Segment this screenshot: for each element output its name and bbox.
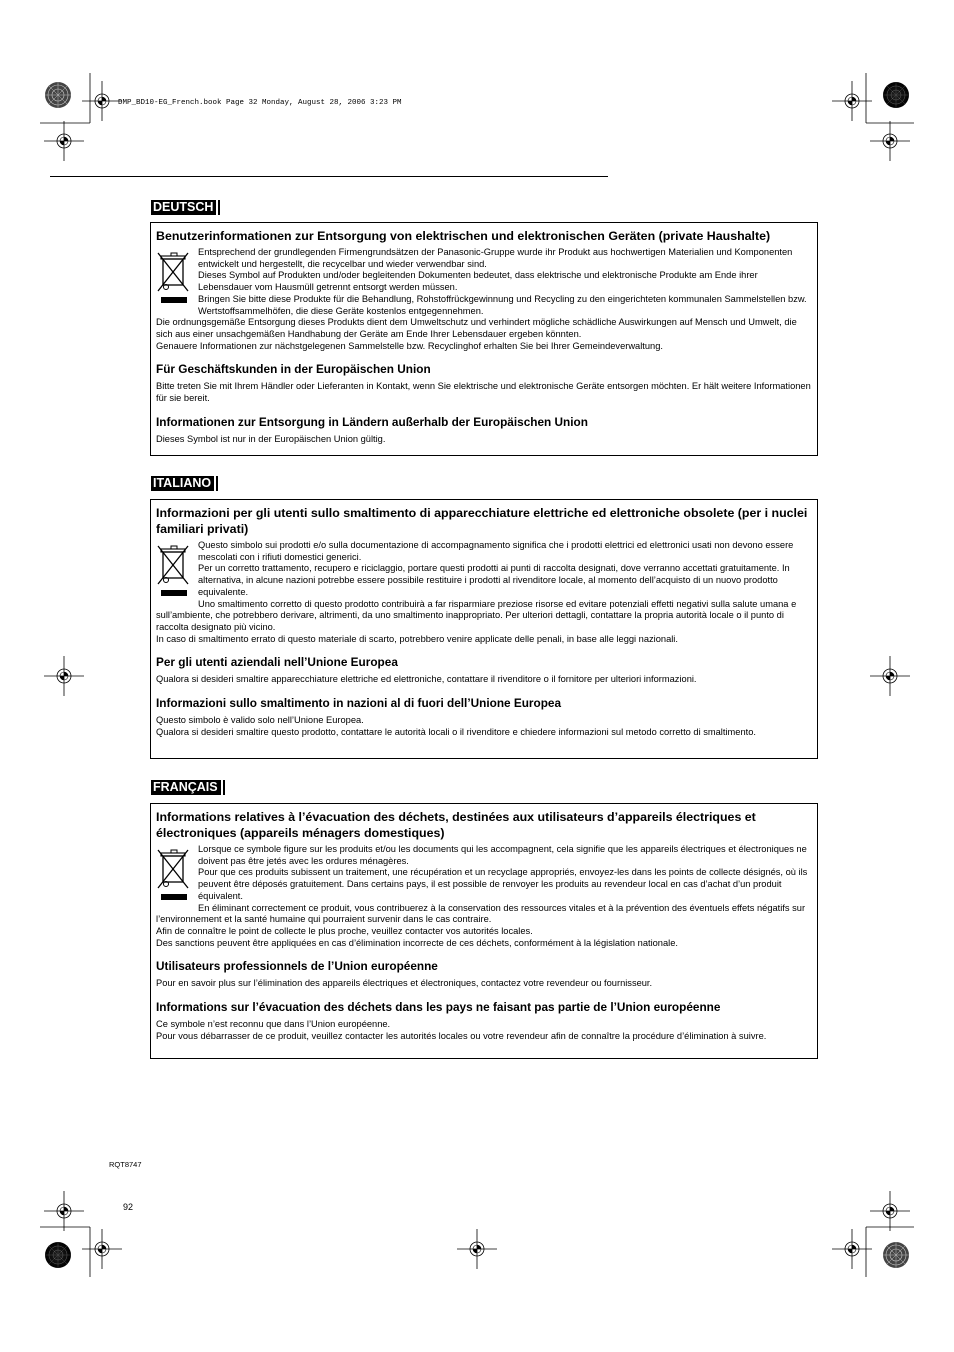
- business-heading: Per gli utenti aziendali nell’Unione Europea: [156, 655, 398, 670]
- outside-eu-heading: Informazioni sullo smaltimento in nazioni al di fuori dell’Unione Europea: [156, 696, 562, 711]
- page-number: 92: [123, 1202, 134, 1212]
- outside-eu-heading: Informationen zur Entsorgung in Ländern außerhalb der Europäischen Union: [156, 414, 588, 429]
- section-deutsch: [150, 222, 818, 456]
- registration-mark-icon: [44, 1191, 84, 1231]
- outside-eu-text: Questo simbolo è valido solo nell’Unione Europea.: [156, 715, 364, 726]
- language-tag-deutsch: DEUTSCH: [151, 200, 218, 215]
- business-text: Bitte treten Sie mit Ihrem Händler oder Lieferanten in Kontakt, wenn Sie elektrische und elektronische Geräte entsorgen möchten. Er hält weitere Informationen für sie bereit.: [156, 381, 811, 404]
- document-code: RQT8747: [109, 1160, 142, 1169]
- crossed-out-wheelie-bin-icon: [157, 249, 191, 307]
- registration-mark-icon: [870, 1191, 910, 1231]
- section-italiano: [150, 499, 818, 759]
- registration-mark-icon: [44, 121, 84, 161]
- registration-mark-icon: [870, 121, 910, 161]
- intro-paragraph: Bringen Sie bitte diese Produkte für die Behandlung, Rohstoffrückgewinnung und Recycling zu den eingerichteten kommunalen Sammelstellen bzw. Wertstoffsammelhöfen, die diese Geräte kostenlos entgegennehmen.: [198, 293, 807, 316]
- color-target-icon: [883, 82, 909, 108]
- intro-block: [156, 247, 811, 352]
- section-francais: [150, 803, 818, 1059]
- registration-mark-icon: [82, 81, 122, 121]
- intro-block: [156, 540, 811, 645]
- intro-paragraph: Des sanctions peuvent être appliquées en cas d’élimination incorrecte de ces déchets, conformément à la législation nationale.: [156, 937, 678, 948]
- language-tag-italiano: ITALIANO: [151, 476, 216, 491]
- file-header: DMP_BD10-EG_French.book Page 32 Monday, August 28, 2006 3:23 PM: [118, 99, 402, 107]
- business-text: Pour en savoir plus sur l’élimination des appareils électriques et électroniques, contactez votre revendeur ou fournisseur.: [156, 978, 653, 989]
- color-target-icon: [883, 1242, 909, 1268]
- registration-mark-icon: [44, 656, 84, 696]
- outside-eu-heading: Informations sur l’évacuation des déchets dans les pays ne faisant pas partie de l’Union européenne: [156, 1000, 721, 1015]
- section-title: Informations relatives à l’évacuation des déchets, destinées aux utilisateurs d’appareils électriques et électroniques (appareils ménagers domestiques): [156, 810, 756, 840]
- color-target-icon: [45, 1242, 71, 1268]
- color-target-icon: [45, 82, 71, 108]
- business-heading: Für Geschäftskunden in der Europäischen Union: [156, 362, 431, 377]
- business-text: Qualora si desideri smaltire apparecchiature elettriche ed elettroniche, contattare il rivenditore o il fornitore per ulteriori informazioni.: [156, 674, 697, 685]
- section-title: Informazioni per gli utenti sullo smaltimento di apparecchiature elettriche ed elettroniche obsolete (per i nuclei familiari privati): [156, 506, 808, 536]
- outside-eu-text: Qualora si desideri smaltire questo prodotto, contattare le autorità locali o il rivenditore e chiedere informazioni sul metodo corretto di smaltimento.: [156, 726, 756, 737]
- intro-paragraph: Die ordnungsgemäße Entsorgung dieses Produkts dient dem Umweltschutz und verhindert mögliche schädliche Auswirkungen auf Mensch und Umwelt, die sich aus einer unsachgemäßen Handhabung der Geräte am Ende Ihrer Lebensdauer ergeben könnten.: [156, 317, 797, 339]
- intro-paragraph: Pour que ces produits subissent un traitement, une récupération et un recyclage appropriés, envoyez-les dans les points de collecte désignés, où ils peuvent être déposés gratuitement. Dans certains pays, il est possible de renvoyer les produits au revendeur local en cas d’achat d’un produit équivalent.: [198, 867, 808, 901]
- outside-eu-text: Ce symbole n’est reconnu que dans l’Union européenne.: [156, 1019, 391, 1030]
- outside-eu-text: Dieses Symbol ist nur in der Europäischen Union gültig.: [156, 433, 386, 444]
- registration-mark-icon: [457, 1229, 497, 1269]
- intro-block: [156, 844, 811, 949]
- outside-eu-text: Pour vous débarrasser de ce produit, veuillez contacter les autorités locales ou votre revendeur afin de connaître la procédure d’élimination à suivre.: [156, 1030, 767, 1041]
- intro-paragraph: Dieses Symbol auf Produkten und/oder begleitenden Dokumenten bedeutet, dass elektrische und elektronische Produkte am Ende ihrer Lebensdauer vom Hausmüll getrennt entsorgt werden müssen.: [198, 270, 758, 293]
- registration-mark-icon: [870, 656, 910, 696]
- intro-paragraph: En éliminant correctement ce produit, vous contribuerez à la conservation des ressources vitales et à la prévention des éventuels effets négatifs sur l’environnement et la santé humaine qui pourraient survenir dans le cas contraire.: [156, 902, 806, 925]
- crossed-out-wheelie-bin-icon: [157, 542, 191, 600]
- business-heading: Utilisateurs professionnels de l’Union européenne: [156, 959, 438, 974]
- intro-paragraph: In caso di smaltimento errato di questo materiale di scarto, potrebbero venire applicate delle penali, in base alle leggi nazionali.: [156, 633, 678, 644]
- crossed-out-wheelie-bin-icon: [157, 846, 191, 904]
- language-tag-francais: FRANÇAIS: [151, 780, 223, 795]
- section-title: Benutzerinformationen zur Entsorgung von elektrischen und elektronischen Geräten (private Haushalte): [156, 229, 771, 243]
- intro-paragraph: Uno smaltimento corretto di questo prodotto contribuirà a far risparmiare preziose risorse ed evitare potenziali effetti negativi sulla salute umana e sull’ambiente, che potrebbero derivare, altrimenti, da uno smaltimento inappropriato. Per ulteriori dettagli, contattare la propria autorità locale o il punto di raccolta designato più vicino.: [156, 598, 797, 632]
- intro-paragraph: Questo simbolo sui prodotti e/o sulla documentazione di accompagnamento significa che i prodotti elettrici ed elettronici usati non devono essere mescolati con i rifiuti domestici generici.: [198, 540, 794, 562]
- intro-paragraph: Genauere Informationen zur nächstgelegenen Sammelstelle bzw. Recyclinghof erhalten Sie bei Ihrer Gemeindeverwaltung.: [156, 340, 663, 351]
- intro-paragraph: Afin de connaître le point de collecte le plus proche, veuillez contacter vos autorités locales.: [156, 925, 533, 936]
- registration-mark-icon: [82, 1229, 122, 1269]
- header-rule: [50, 176, 608, 177]
- intro-paragraph: Entsprechend der grundlegenden Firmengrundsätzen der Panasonic-Gruppe wurde ihr Produkt aus hochwertigen Materialien und Komponenten entwickelt und hergestellt, die recycelbar und wieder verwendbar sind.: [198, 247, 793, 269]
- intro-paragraph: Lorsque ce symbole figure sur les produits et/ou les documents qui les accompagnent, cela signifie que les appareils électriques et électroniques ne doivent pas être jetés avec les ordures ménagères.: [198, 844, 807, 866]
- intro-paragraph: Per un corretto trattamento, recupero e riciclaggio, portare questi prodotti ai punti di raccolta designati, dove verranno accettati gratuitamente. In alternativa, in alcune nazioni potrebbe essere possibile restituire i prodotti al rivenditore locale, al momento dell’acquisto di un nuovo prodotto equivalente.: [198, 563, 790, 597]
